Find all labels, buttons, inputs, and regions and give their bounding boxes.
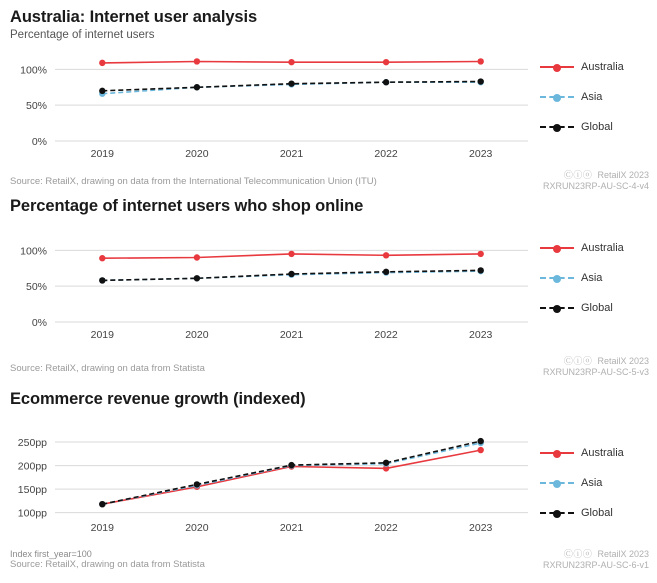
- legend-item-global[interactable]: [540, 117, 624, 137]
- legend-label-asia: Asia: [581, 477, 603, 489]
- panel-shop-online: [0, 193, 657, 386]
- legend-label-australia: Australia: [581, 61, 624, 73]
- svg-text:100%: 100%: [20, 245, 47, 258]
- legend-label-asia: Asia: [581, 91, 603, 103]
- svg-text:100%: 100%: [20, 64, 47, 77]
- chart-2-credit-line1: RetailX 2023: [597, 356, 649, 366]
- svg-text:2019: 2019: [90, 148, 114, 160]
- svg-text:2022: 2022: [374, 148, 398, 160]
- svg-text:2020: 2020: [185, 522, 209, 534]
- creative-commons-icon: Ⓒⓘⓞ: [563, 356, 593, 366]
- chart-2-legend: [540, 238, 624, 328]
- svg-text:2020: 2020: [185, 148, 209, 160]
- chart-1-credit-line1: RetailX 2023: [597, 170, 649, 180]
- legend-line-global: [540, 512, 574, 514]
- panel-ecommerce-revenue-growth: [0, 386, 657, 576]
- svg-text:200pp: 200pp: [17, 460, 47, 473]
- chart-2-source: Source: RetailX, drawing on data from Statista: [10, 363, 205, 374]
- legend-item-asia[interactable]: [540, 473, 624, 493]
- chart-2: [0, 224, 657, 354]
- svg-text:50%: 50%: [25, 100, 47, 113]
- svg-text:100pp: 100pp: [17, 507, 47, 520]
- legend-line-global: [540, 307, 574, 309]
- legend-item-global[interactable]: [540, 503, 624, 523]
- svg-text:2019: 2019: [90, 329, 114, 341]
- creative-commons-icon: Ⓒⓘⓞ: [563, 549, 593, 559]
- svg-text:2023: 2023: [469, 329, 493, 341]
- legend-label-australia: Australia: [581, 447, 624, 459]
- legend-item-australia[interactable]: [540, 57, 624, 77]
- chart-3-legend: [540, 443, 624, 533]
- chart-1: [0, 41, 657, 171]
- svg-text:0%: 0%: [31, 136, 47, 148]
- svg-text:250pp: 250pp: [17, 437, 47, 450]
- legend-label-asia: Asia: [581, 272, 603, 284]
- chart-3-credit: [543, 549, 649, 572]
- panel-subtitle: Percentage of internet users: [10, 29, 155, 41]
- chart-3-index-note: Index first_year=100: [10, 549, 92, 559]
- chart-1-credit: [543, 170, 649, 193]
- chart-3: [0, 419, 657, 549]
- chart-1-source: Source: RetailX, drawing on data from the International Telecommunication Union (ITU): [10, 176, 377, 187]
- svg-text:2020: 2020: [185, 329, 209, 341]
- svg-text:2021: 2021: [279, 148, 304, 160]
- chart-2-title: Percentage of internet users who shop online: [10, 197, 364, 215]
- legend-item-australia[interactable]: [540, 443, 624, 463]
- chart-1-legend: [540, 57, 624, 147]
- svg-text:2022: 2022: [374, 522, 398, 534]
- chart-3-title: Ecommerce revenue growth (indexed): [10, 390, 306, 408]
- svg-text:2021: 2021: [279, 522, 304, 534]
- svg-text:0%: 0%: [31, 317, 47, 329]
- legend-label-global: Global: [581, 121, 613, 133]
- chart-1-credit-line2: RXRUN23RP-AU-SC-4-v4: [542, 181, 649, 192]
- svg-text:2023: 2023: [469, 522, 493, 534]
- legend-line-asia: [540, 96, 574, 98]
- page-title: Australia: Internet user analysis: [10, 8, 258, 26]
- legend-line-asia: [540, 482, 574, 484]
- svg-text:50%: 50%: [25, 281, 47, 294]
- legend-label-global: Global: [581, 302, 613, 314]
- panel-internet-user-analysis: [0, 0, 657, 193]
- legend-item-asia[interactable]: [540, 87, 624, 107]
- svg-text:2023: 2023: [469, 148, 493, 160]
- chart-3-credit-line1: RetailX 2023: [597, 549, 649, 559]
- legend-line-australia: [540, 247, 574, 249]
- chart-2-credit-line2: RXRUN23RP-AU-SC-5-v3: [542, 367, 649, 378]
- legend-item-global[interactable]: [540, 298, 624, 318]
- chart-3-credit-line2: RXRUN23RP-AU-SC-6-v1: [542, 560, 649, 571]
- svg-text:2019: 2019: [90, 522, 114, 534]
- legend-item-australia[interactable]: [540, 238, 624, 258]
- legend-label-australia: Australia: [581, 242, 624, 254]
- legend-item-asia[interactable]: [540, 268, 624, 288]
- legend-line-australia: [540, 452, 574, 454]
- legend-line-asia: [540, 277, 574, 279]
- creative-commons-icon: Ⓒⓘⓞ: [563, 170, 593, 180]
- svg-text:150pp: 150pp: [17, 484, 47, 497]
- chart-3-source: Source: RetailX, drawing on data from Statista: [10, 559, 205, 570]
- legend-label-global: Global: [581, 507, 613, 519]
- legend-line-australia: [540, 66, 574, 68]
- chart-2-credit: [543, 356, 649, 379]
- legend-line-global: [540, 126, 574, 128]
- svg-text:2022: 2022: [374, 329, 398, 341]
- svg-text:2021: 2021: [279, 329, 304, 341]
